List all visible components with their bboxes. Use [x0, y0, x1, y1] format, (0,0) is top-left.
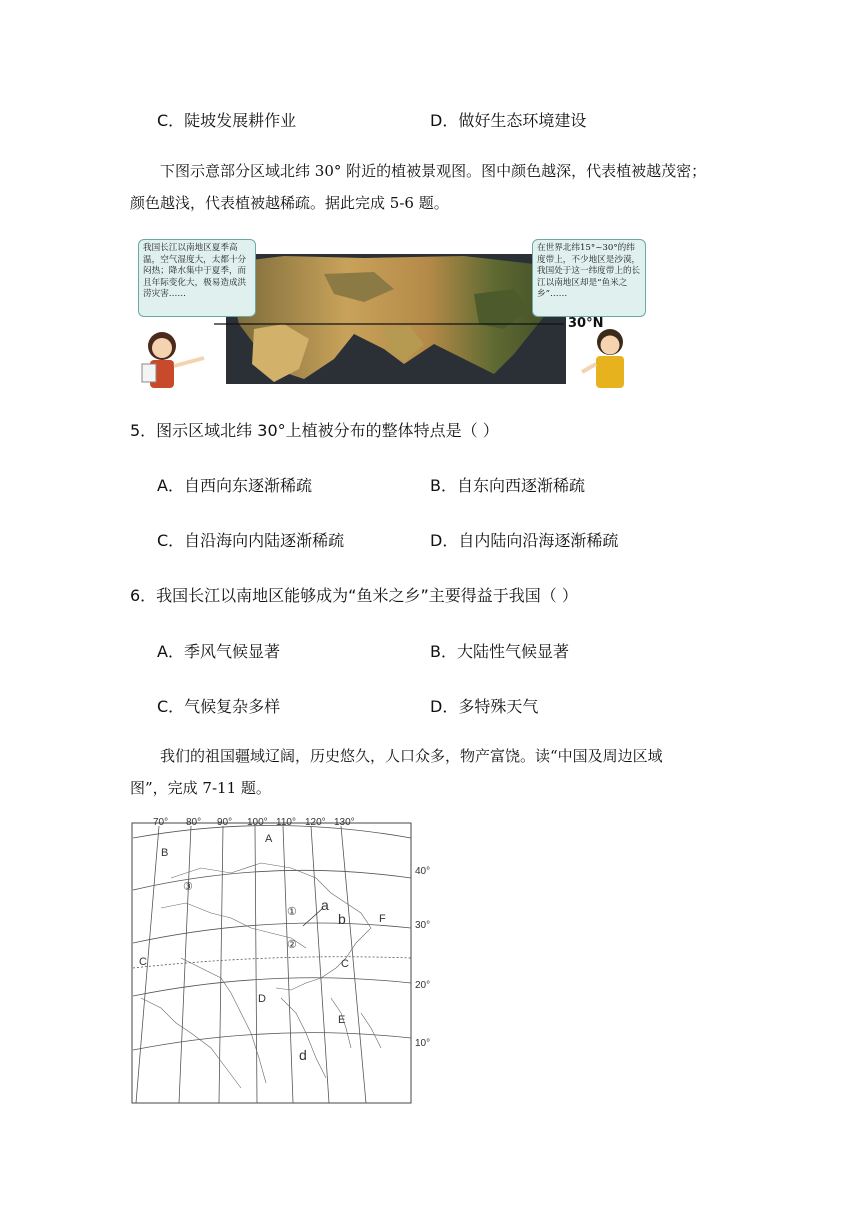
question-6-option-c: C．气候复杂多样 [157, 697, 281, 716]
map-lon-label-110: 110° [276, 817, 296, 828]
latitude-30n-label: 30°N [568, 316, 604, 331]
intro-paragraph-1-line2: 颜色越浅，代表植被越稀疏。据此完成 5-6 题。 [130, 194, 449, 212]
map-lat-label-20: 20° [415, 980, 431, 991]
right-character-illustration [582, 329, 624, 388]
map-label-C-right: C [341, 958, 349, 970]
china-region-map [131, 817, 431, 1105]
question-5-option-c: C．自沿海向内陆逐渐稀疏 [157, 531, 345, 550]
question-5-stem: 5．图示区域北纬 30°上植被分布的整体特点是（ ） [130, 421, 499, 440]
map-label-d: d [299, 1047, 307, 1063]
map-label-E: E [338, 1014, 346, 1026]
question-6-option-b: B．大陆性气候显著 [430, 642, 569, 661]
question-5-option-a: A．自西向东逐渐稀疏 [157, 476, 312, 495]
map-lat-label-40: 40° [415, 866, 431, 877]
map-lon-label-90: 90° [217, 817, 233, 828]
option-d-prev: D．做好生态环境建设 [430, 111, 587, 130]
map-lon-label-130: 130° [334, 817, 355, 828]
china-region-map-svg [131, 817, 431, 1105]
speech-bubble-right: 在世界北纬15°~30°的纬度带上，不少地区是沙漠，我国处于这一纬度带上的长江以南地区却是“鱼米之乡”…… [532, 239, 646, 317]
question-5-option-d: D．自内陆向沿海逐渐稀疏 [430, 531, 619, 550]
map-lat-label-30: 30° [415, 920, 431, 931]
map-label-b: b [338, 911, 346, 927]
map-lat-label-10: 10° [415, 1038, 431, 1049]
question-5-option-b: B．自东向西逐渐稀疏 [430, 476, 585, 495]
map-label-F: F [379, 913, 386, 925]
intro-paragraph-2-line2: 图”，完成 7-11 题。 [130, 779, 271, 797]
left-character-illustration [142, 332, 204, 388]
map-lon-label-100: 100° [247, 817, 268, 828]
map-label-B: B [161, 847, 169, 859]
option-c-prev: C．陡坡发展耕作业 [157, 111, 297, 130]
map-label-A: A [265, 833, 273, 845]
map-lon-label-120: 120° [305, 817, 326, 828]
map-label-2: ② [287, 939, 297, 951]
question-6-option-d: D．多特殊天气 [430, 697, 539, 716]
map-lon-label-80: 80° [186, 817, 202, 828]
speech-bubble-left: 我国长江以南地区夏季高温，空气湿度大，太都十分闷热；降水集中于夏季，而且年际变化大，极易造成洪涝灾害…… [138, 239, 256, 317]
map-label-1: ① [287, 906, 297, 918]
map-label-D: D [258, 993, 266, 1005]
intro-paragraph-2-line1: 我们的祖国疆域辽阔，历史悠久，人口众多，物产富饶。读“中国及周边区域 [160, 747, 663, 765]
intro-paragraph-1-line1: 下图示意部分区域北纬 30° 附近的植被景观图。图中颜色越深，代表植被越茂密； [160, 162, 707, 180]
map-label-a: a [321, 897, 329, 913]
map-label-3: ③ [183, 881, 193, 893]
vegetation-figure [134, 234, 642, 390]
map-label-C-left: C [139, 956, 147, 968]
question-6-stem: 6．我国长江以南地区能够成为“鱼米之乡”主要得益于我国（ ） [130, 586, 578, 605]
question-6-option-a: A．季风气候显著 [157, 642, 280, 661]
map-lon-label-70: 70° [153, 817, 169, 828]
